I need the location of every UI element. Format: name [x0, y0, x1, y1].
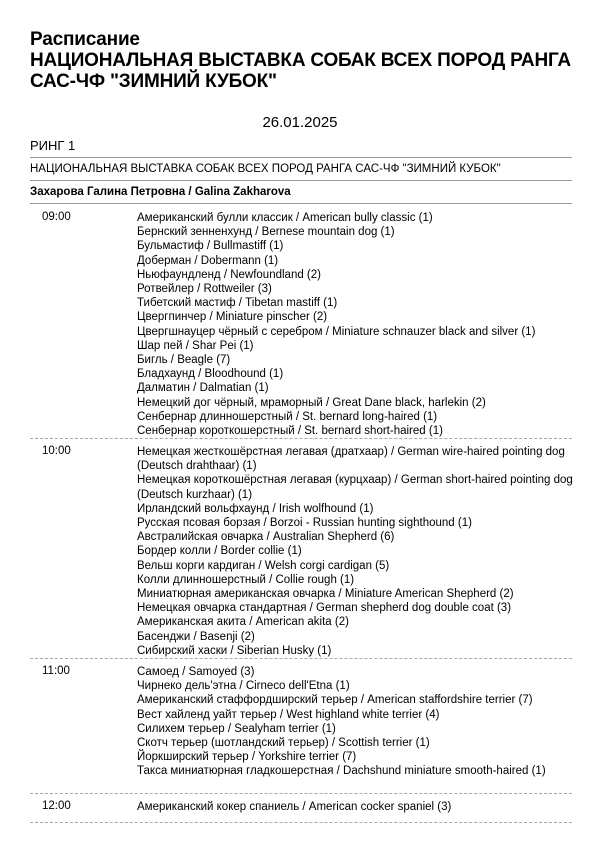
slot-time: 09:00: [42, 211, 71, 223]
breed-entry: Йоркширский терьер / Yorkshire terrier (7): [137, 751, 357, 764]
slot-divider: [30, 658, 572, 659]
title-line-3: САС-ЧФ "ЗИМНИЙ КУБОК": [30, 71, 277, 92]
breed-entry: Скотч терьер (шотландский терьер) / Scottish terrier (1): [137, 737, 430, 750]
breed-entry: Американский кокер спаниель / American cocker spaniel (3): [137, 801, 452, 813]
divider: [30, 157, 572, 158]
breed-entry: Далматин / Dalmatian (1): [137, 382, 269, 395]
breed-entry: Вест хайленд уайт терьер / West highland white terrier (4): [137, 708, 440, 721]
breed-entry: Американский булли классик / American bully classic (1): [137, 212, 433, 224]
judge-name: Захарова Галина Петровна / Galina Zakharova: [30, 186, 291, 198]
breed-list: [137, 211, 574, 438]
breed-entry: Бернский зенненхунд / Bernese mountain dog (1): [137, 226, 395, 239]
ring-label: РИНГ 1: [30, 138, 76, 153]
breed-entry: Сенбернар длинношерстный / St. bernard long-haired (1): [137, 410, 438, 423]
title-line-2: НАЦИОНАЛЬНАЯ ВЫСТАВКА СОБАК ВСЕХ ПОРОД РАНГА: [30, 50, 571, 71]
breed-entry: Сенбернар короткошерстный / St. bernard short-haired (1): [137, 425, 443, 438]
breed-list: [137, 445, 574, 658]
document-title: [30, 29, 580, 92]
breed-entry: Бигль / Beagle (7): [137, 354, 231, 367]
breed-list: [137, 665, 574, 779]
breed-entry: Американская акита / American akita (2): [137, 616, 349, 629]
slot-divider: [30, 822, 572, 823]
breed-entry: Тибетский мастиф / Tibetan mastiff (1): [137, 297, 338, 310]
breed-entry: Австралийская овчарка / Australian Shepherd (6): [137, 531, 395, 544]
breed-entry: Ирландский вольфхаунд / Irish wolfhound (1): [137, 502, 374, 515]
breed-entry: Чирнеко дель'этна / Cirneco dell'Etna (1): [137, 680, 350, 693]
show-name: НАЦИОНАЛЬНАЯ ВЫСТАВКА СОБАК ВСЕХ ПОРОД РАНГА САС-ЧФ "ЗИМНИЙ КУБОК": [30, 163, 501, 175]
breed-entry: Немецкий дог чёрный, мраморный / Great Dane black, harlekin (2): [137, 396, 486, 409]
slot-divider: [30, 438, 572, 439]
breed-entry: Вельш корги кардиган / Welsh corgi cardigan (5): [137, 559, 390, 572]
breed-entry: Миниатюрная американская овчарка / Miniature American Shepherd (2): [137, 588, 514, 601]
divider: [30, 180, 572, 181]
breed-entry: Колли длинношерстный / Collie rough (1): [137, 573, 355, 586]
slot-time: 10:00: [42, 445, 71, 457]
breed-entry: Самоед / Samoyed (3): [137, 666, 255, 678]
breed-entry: Ротвейлер / Rottweiler (3): [137, 283, 272, 296]
breed-entry: Русская псовая борзая / Borzoi - Russian hunting sighthound (1): [137, 517, 472, 530]
breed-list: [137, 800, 574, 814]
slot-time: 11:00: [42, 665, 70, 677]
breed-entry: Американский стаффордширский терьер / American staffordshire terrier (7): [137, 694, 533, 707]
breed-entry: Немецкая овчарка стандартная / German shepherd dog double coat (3): [137, 602, 512, 615]
breed-entry: Немецкая короткошёрстная легавая (курцхаар) / German short-haired pointing dog (Deutsch kurzhaar) (1): [137, 474, 573, 501]
slot-divider: [30, 793, 572, 794]
breed-entry: Шар пей / Shar Pei (1): [137, 339, 254, 352]
breed-entry: Бладхаунд / Bloodhound (1): [137, 368, 284, 381]
breed-entry: Басенджи / Basenji (2): [137, 630, 255, 643]
slot-time: 12:00: [42, 800, 71, 812]
breed-entry: Немецкая жесткошёрстная легавая (дратхаар) / German wire-haired pointing dog (Deutsch drahthaar) (1): [137, 446, 565, 473]
breed-entry: Доберман / Dobermann (1): [137, 254, 279, 267]
title-line-1: Расписание: [30, 29, 140, 50]
breed-entry: Сибирский хаски / Siberian Husky (1): [137, 644, 332, 657]
breed-entry: Силихем терьер / Sealyham terrier (1): [137, 722, 336, 735]
breed-entry: Ньюфаундленд / Newfoundland (2): [137, 268, 321, 281]
breed-entry: Бордер колли / Border collie (1): [137, 545, 302, 558]
breed-entry: Цвергшнауцер чёрный с серебром / Miniature schnauzer black and silver (1): [137, 325, 536, 338]
breed-entry: Цвергпинчер / Miniature pinscher (2): [137, 311, 328, 324]
breed-entry: Бульмастиф / Bullmastiff (1): [137, 240, 284, 253]
show-date: 26.01.2025: [262, 114, 338, 131]
divider: [30, 203, 572, 204]
breed-entry: Такса миниатюрная гладкошерстная / Dachshund miniature smooth-haired (1): [137, 765, 546, 778]
